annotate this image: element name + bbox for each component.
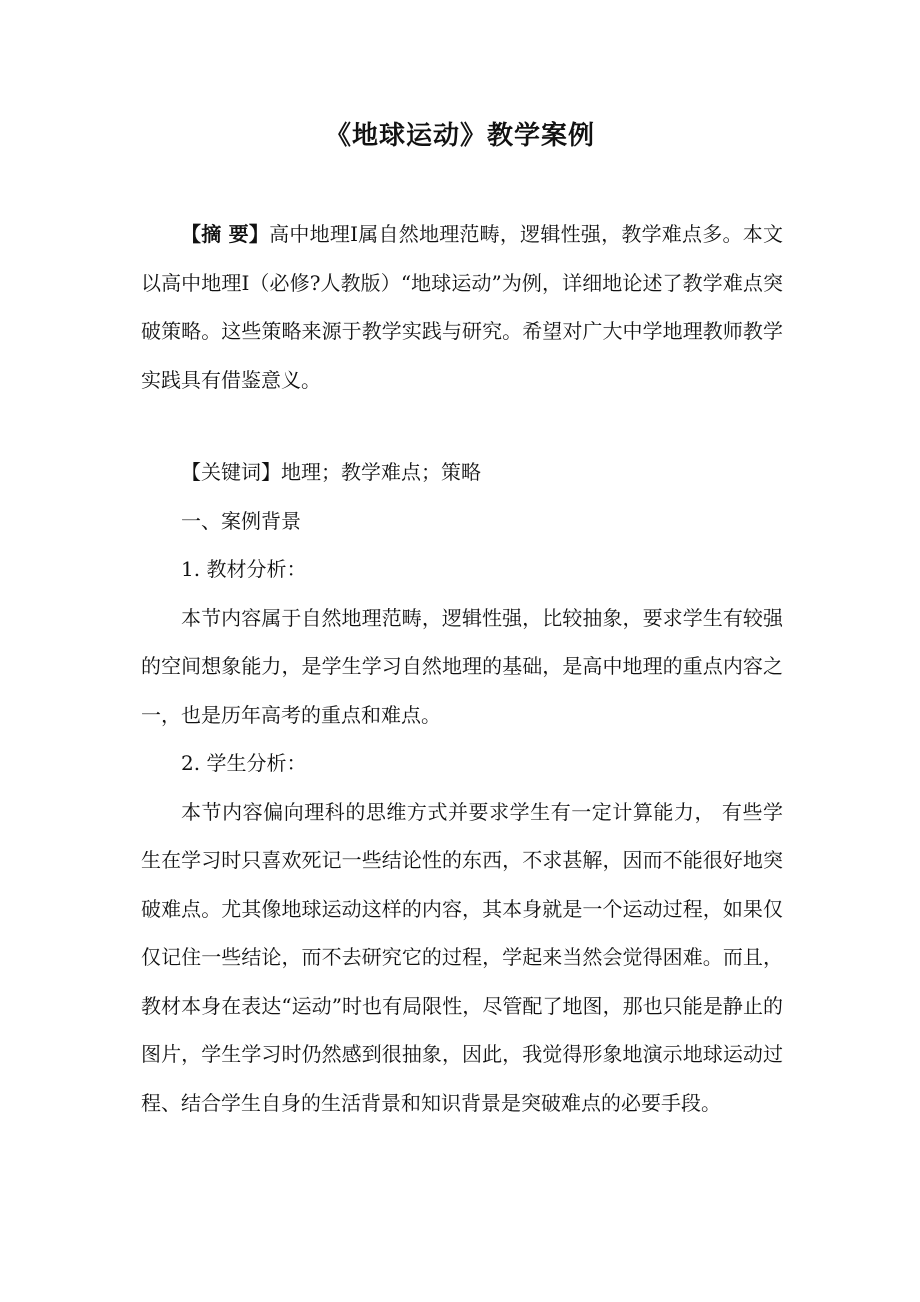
sub2-heading: 2. 学生分析： [181, 751, 307, 775]
keywords-text: 地理；教学难点；策略 [281, 460, 481, 484]
abstract-label: 【摘 要】 [181, 222, 270, 246]
abstract-paragraph [141, 210, 783, 404]
sub1-text: 本节内容属于自然地理范畴，逻辑性强，比较抽象，要求学生有较强的空间想象能力，是学生学习自然地理的基础，是高中地理的重点内容之一，也是历年高考的重点和难点。 [141, 605, 783, 727]
body-block [141, 448, 783, 1127]
sub2-text: 本节内容偏向理科的思维方式并要求学生有一定计算能力， 有些学生在学习时只喜欢死记一些结论性的东西，不求甚解，因而不能很好地突破难点。尤其像地球运动这样的内容，其本身就是一个运动过程，如果仅仅记住一些结论，而不去研究它的过程，学起来当然会觉得困难。而且，教材本身在表达“运动”时也有局限性，尽管配了地图，那也只能是静止的图片，学生学习时仍然感到很抽象，因此，我觉得形象地演示地球运动过程、结合学生自身的生活背景和知识背景是突破难点的必要手段。 [141, 799, 783, 1115]
keywords-label: 【关键词】 [181, 460, 281, 484]
abstract-block [141, 210, 783, 404]
section1-heading: 一、案例背景 [181, 508, 301, 533]
sub1-heading: 1. 教材分析： [181, 557, 307, 581]
keywords-paragraph [141, 448, 783, 497]
abstract-text: 高中地理Ⅰ属自然地理范畴，逻辑性强，教学难点多。本文以高中地理Ⅰ（必修?人教版）“地球运动”为例，详细地论述了教学难点突破策略。这些策略来源于教学实践与研究。希望对广大中学地理教师教学实践具有借鉴意义。 [141, 222, 783, 392]
document-title: 《地球运动》教学案例 [324, 121, 595, 151]
